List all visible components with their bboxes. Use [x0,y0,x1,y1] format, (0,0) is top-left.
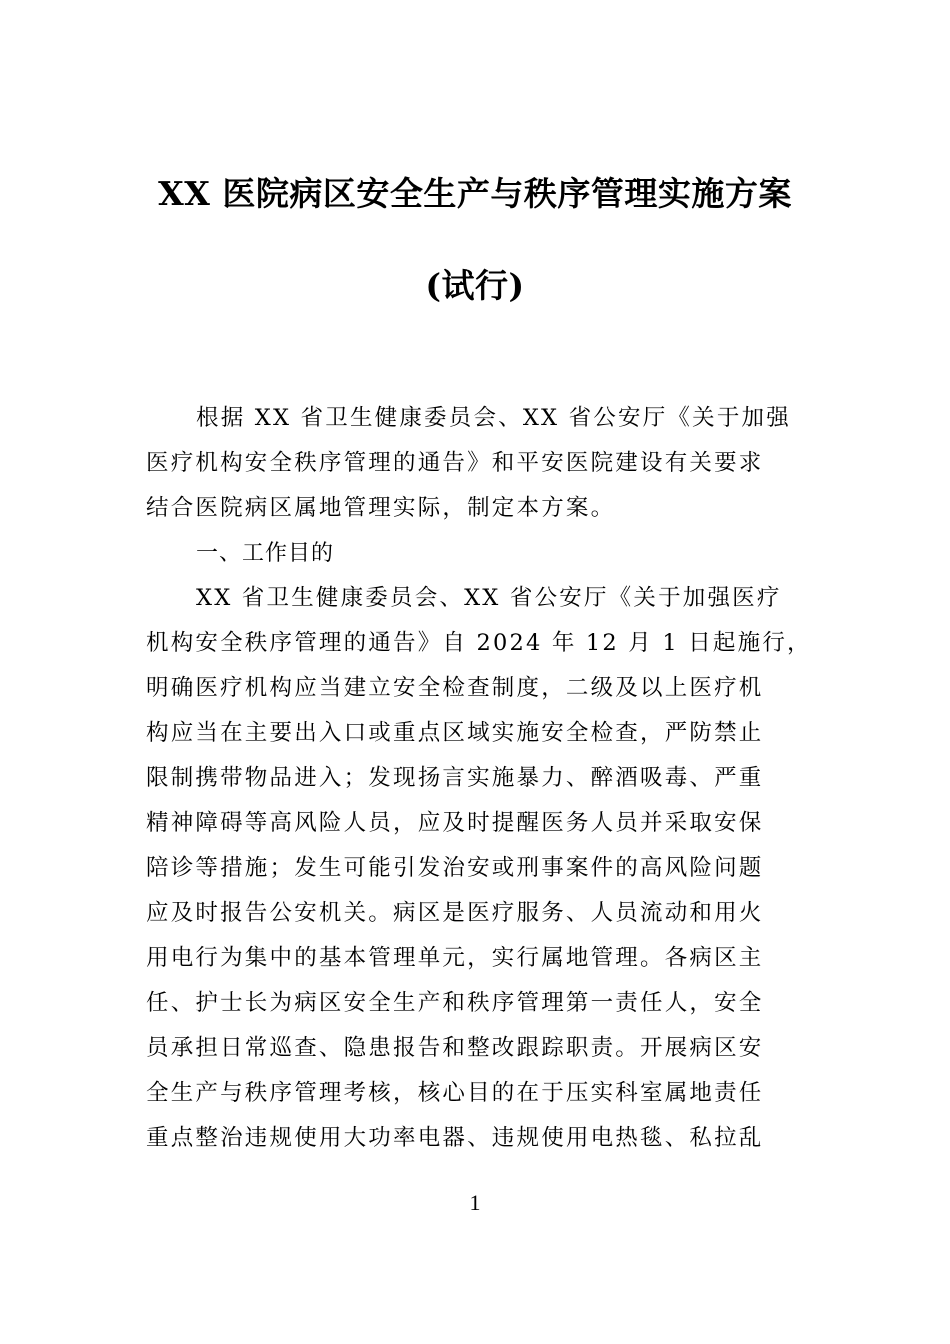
paragraph-line: 构应当在主要出入口或重点区域实施安全检查，严防禁止 [146,720,764,746]
paragraph-line: 限制携带物品进入；发现扬言实施暴力、醉酒吸毒、严重 [146,765,764,791]
paragraph-line: 陪诊等措施；发生可能引发治安或刑事案件的高风险问题 [146,855,764,881]
document-subtitle: (试行) [425,266,525,305]
section-heading: 一、工作目的 [196,541,335,566]
paragraph-line: 结合医院病区属地管理实际，制定本方案。 [146,495,616,521]
paragraph-line: 全生产与秩序管理考核，核心目的在于压实科室属地责任 [146,1080,764,1106]
paragraph-line: 机构安全秩序管理的通告》自 2024 年 12 月 1 日起施行， [146,630,812,656]
paragraph-line: 重点整治违规使用大功率电器、违规使用电热毯、私拉乱 [146,1125,764,1151]
paragraph-line: 应及时报告公安机关。病区是医疗服务、人员流动和用火 [146,900,764,926]
page-number: 1 [469,1190,481,1215]
paragraph-line: 根据 XX 省卫生健康委员会、XX 省公安厅《关于加强 [196,405,791,431]
paragraph-line: 明确医疗机构应当建立安全检查制度，二级及以上医疗机 [146,675,764,701]
paragraph-line: 精神障碍等高风险人员，应及时提醒医务人员并采取安保 [146,810,764,836]
paragraph-line: 用电行为集中的基本管理单元，实行属地管理。各病区主 [146,945,764,971]
document-body [146,396,812,1166]
paragraph-line: 员承担日常巡查、隐患报告和整改跟踪职责。开展病区安 [146,1035,764,1061]
paragraph-line: 任、护士长为病区安全生产和秩序管理第一责任人，安全 [146,990,764,1016]
paragraph-line: XX 省卫生健康委员会、XX 省公安厅《关于加强医疗 [196,585,782,611]
paragraph-line: 医疗机构安全秩序管理的通告》和平安医院建设有关要求 [146,450,764,476]
document-title: XX 医院病区安全生产与秩序管理实施方案 [158,174,792,213]
